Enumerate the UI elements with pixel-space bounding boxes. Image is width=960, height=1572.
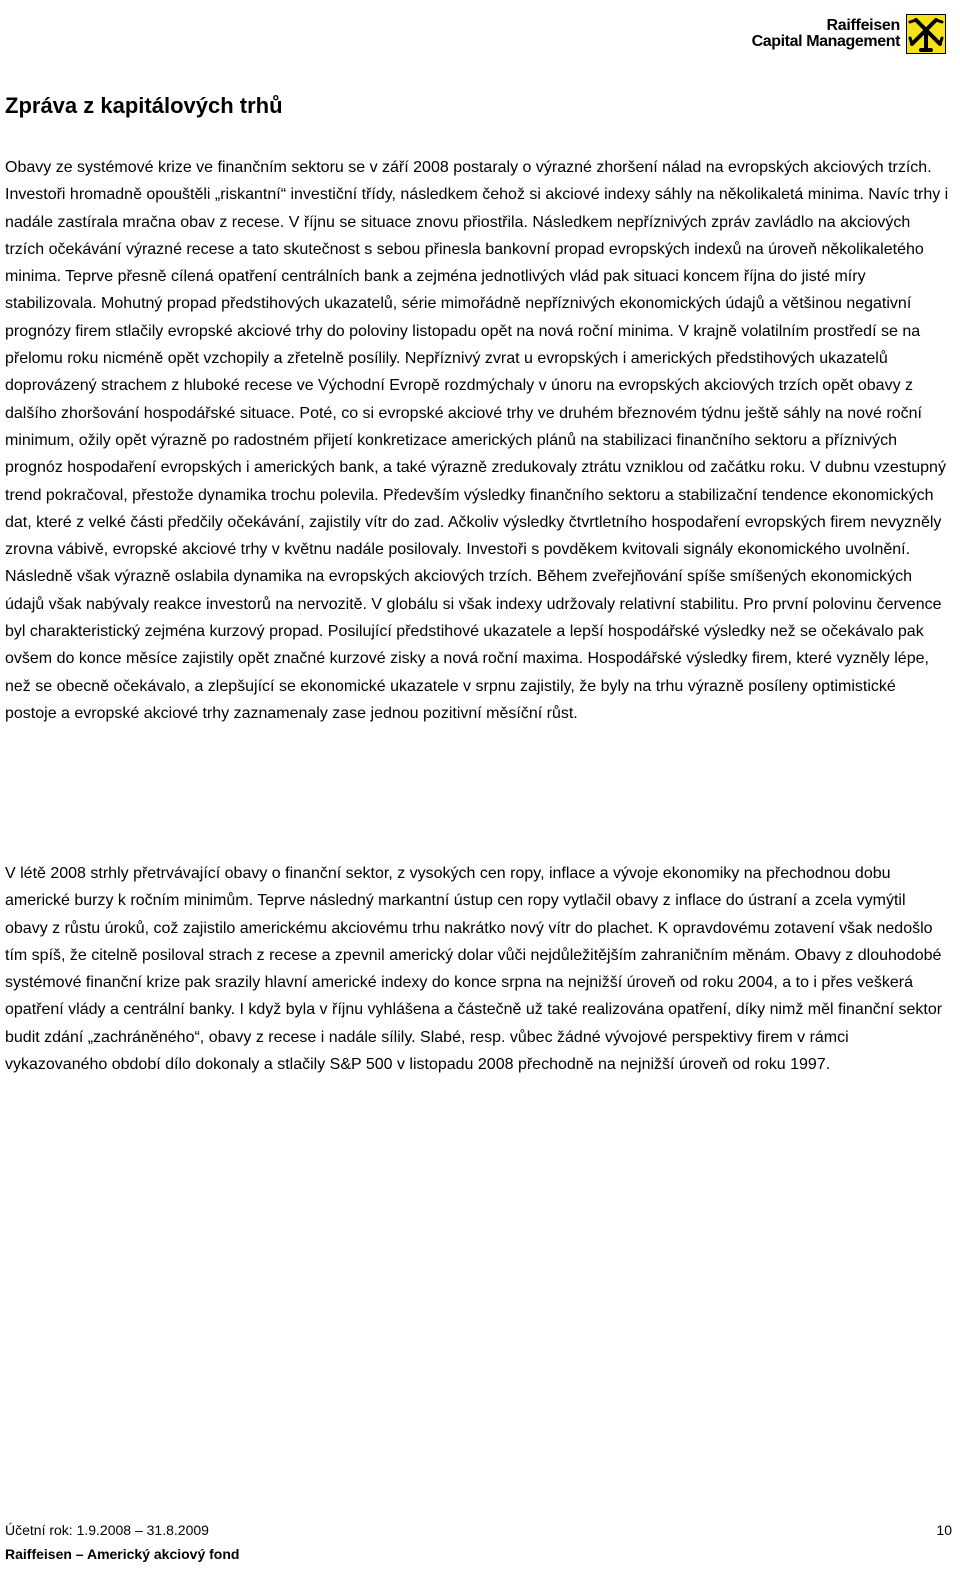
footer-fiscal-year: Účetní rok: 1.9.2008 – 31.8.2009 — [5, 1522, 209, 1538]
footer-fund-name: Raiffeisen – Americký akciový fond — [5, 1546, 240, 1562]
body-paragraph-2: V létě 2008 strhly přetrvávající obavy o finanční sektor, z vysokých cen ropy, inflace a vývoje ekonomiky na přechodnou dobu americké burzy k ročním minimům. Teprve následný markantní ústup cen ropy vytlačil obavy z inflace do ústraní a zcela vymýtil obavy z růstu úroků, což zajistilo americkému akciovému trhu nakrátko nový vítr do plachet. K opravdovému zotavení však nedošlo tím spíš, že citelně posiloval strach z recese a zpevnil americký dolar vůči nejdůležitějším zahraničním měnám. Obavy z dlouhodobé systémové finanční krize pak srazily hlavní americké indexy do konce srpna na nejnižší úroveň od roku 2004, a to i přes veškerá opatření vlády a centrální banky. I když byla v říjnu vyhlášena a částečně už také realizována opatření, díky nimž měl finanční sektor budit zdání „zachráněného“, obavy z recese i nadále sílily. Slabé, resp. vůbec žádné vývojové perspektivy firem v rámci vykazovaného období dílo dokonaly a stlačily S&P 500 v listopadu 2008 přechodně na nejnižší úroveň od roku 1997. — [5, 865, 943, 1074]
company-logo — [752, 14, 946, 54]
logo-line-1: Raiffeisen — [826, 17, 900, 34]
logo-wordmark — [752, 18, 900, 50]
body-paragraph-1: Obavy ze systémové krize ve finančním sektoru se v září 2008 postaraly o výrazné zhoršení nálad na evropských akciových trzích. Investoři hromadně opouštěli „riskantní“ investiční třídy, následkem čehož si akciové indexy sáhly na několikaletá minima. Navíc trhy i nadále zastírala mračna obav z recese. V říjnu se situace znovu přiostřila. Následkem nepříznivých zpráv zavládlo na akciových trzích očekávání výrazné recese a tato skutečnost s sebou přinesla bankovní propad evropských indexů na úroveň několikaletého minima. Teprve přesně cílená opatření centrálních bank a zejména jednotlivých vlád pak situaci koncem října do jisté míry stabilizovala. Mohutný propad předstihových ukazatelů, série mimořádně nepříznivých ekonomických údajů a většinou negativní prognózy firem stlačily evropské akciové trhy do poloviny listopadu opět na nová roční minima. V krajně volatilním prostředí se na přelomu roku nicméně opět vzchopily a zřetelně posílily. Nepříznivý zvrat u evropských i amerických předstihových ukazatelů doprovázený strachem z hluboké recese ve Východní Evropě rozdmýchaly v únoru na evropských akciových trzích opět obavy z dalšího zhoršování hospodářské situace. Poté, co si evropské akciové trhy ve druhém březnovém týdnu ještě sáhly na nové roční minimum, ožily opět výrazně po radostném přijetí konkretizace amerických plánů na stabilizaci finančního sektoru a příznivých prognóz hospodaření evropských i amerických bank, a také výrazně zredukovaly ztrátu vzniklou od začátku roku. V dubnu vzestupný trend pokračoval, přestože dynamika trochu polevila. Především výsledky finančního sektoru a stabilizační tendence ekonomických dat, které z velké části předčily očekávání, zajistily vítr do zad. Ačkoliv výsledky čtvrtletního hospodaření evropských firem nevyzněly zrovna vábivě, evropské akciové trhy v květnu nadále posilovaly. Investoři s povděkem kvitovali signály ekonomického uvolnění. Následně však výrazně oslabila dynamika na evropských akciových trzích. Během zveřejňování spíše smíšených ekonomických údajů však nabývaly reakce investorů na nervozitě. V globálu si však indexy udržovaly relativní stabilitu. Pro první polovinu července byl charakteristický zejména kurzový propad. Posilující předstihové ukazatele a lepší hospodářské výsledky než se očekávalo pak ovšem do konce měsíce zajistily opět značné kurzové zisky a nová roční maxima. Hospodářské výsledky firem, které vyzněly lépe, než se obecně očekávalo, a zlepšující se ekonomické ukazatele v srpnu zajistily, že byly na trhu výrazně posíleny optimistické postoje a evropské akciové trhy zaznamenaly zase jednou pozitivní měsíční růst. — [5, 159, 949, 722]
logo-line-2: Capital Management — [751, 33, 900, 50]
raiffeisen-crossed-horses-icon — [906, 14, 946, 54]
footer-top-row — [5, 1522, 952, 1538]
footer-page-number: 10 — [936, 1522, 952, 1538]
page-title: Zpráva z kapitálových trhů — [5, 93, 283, 118]
